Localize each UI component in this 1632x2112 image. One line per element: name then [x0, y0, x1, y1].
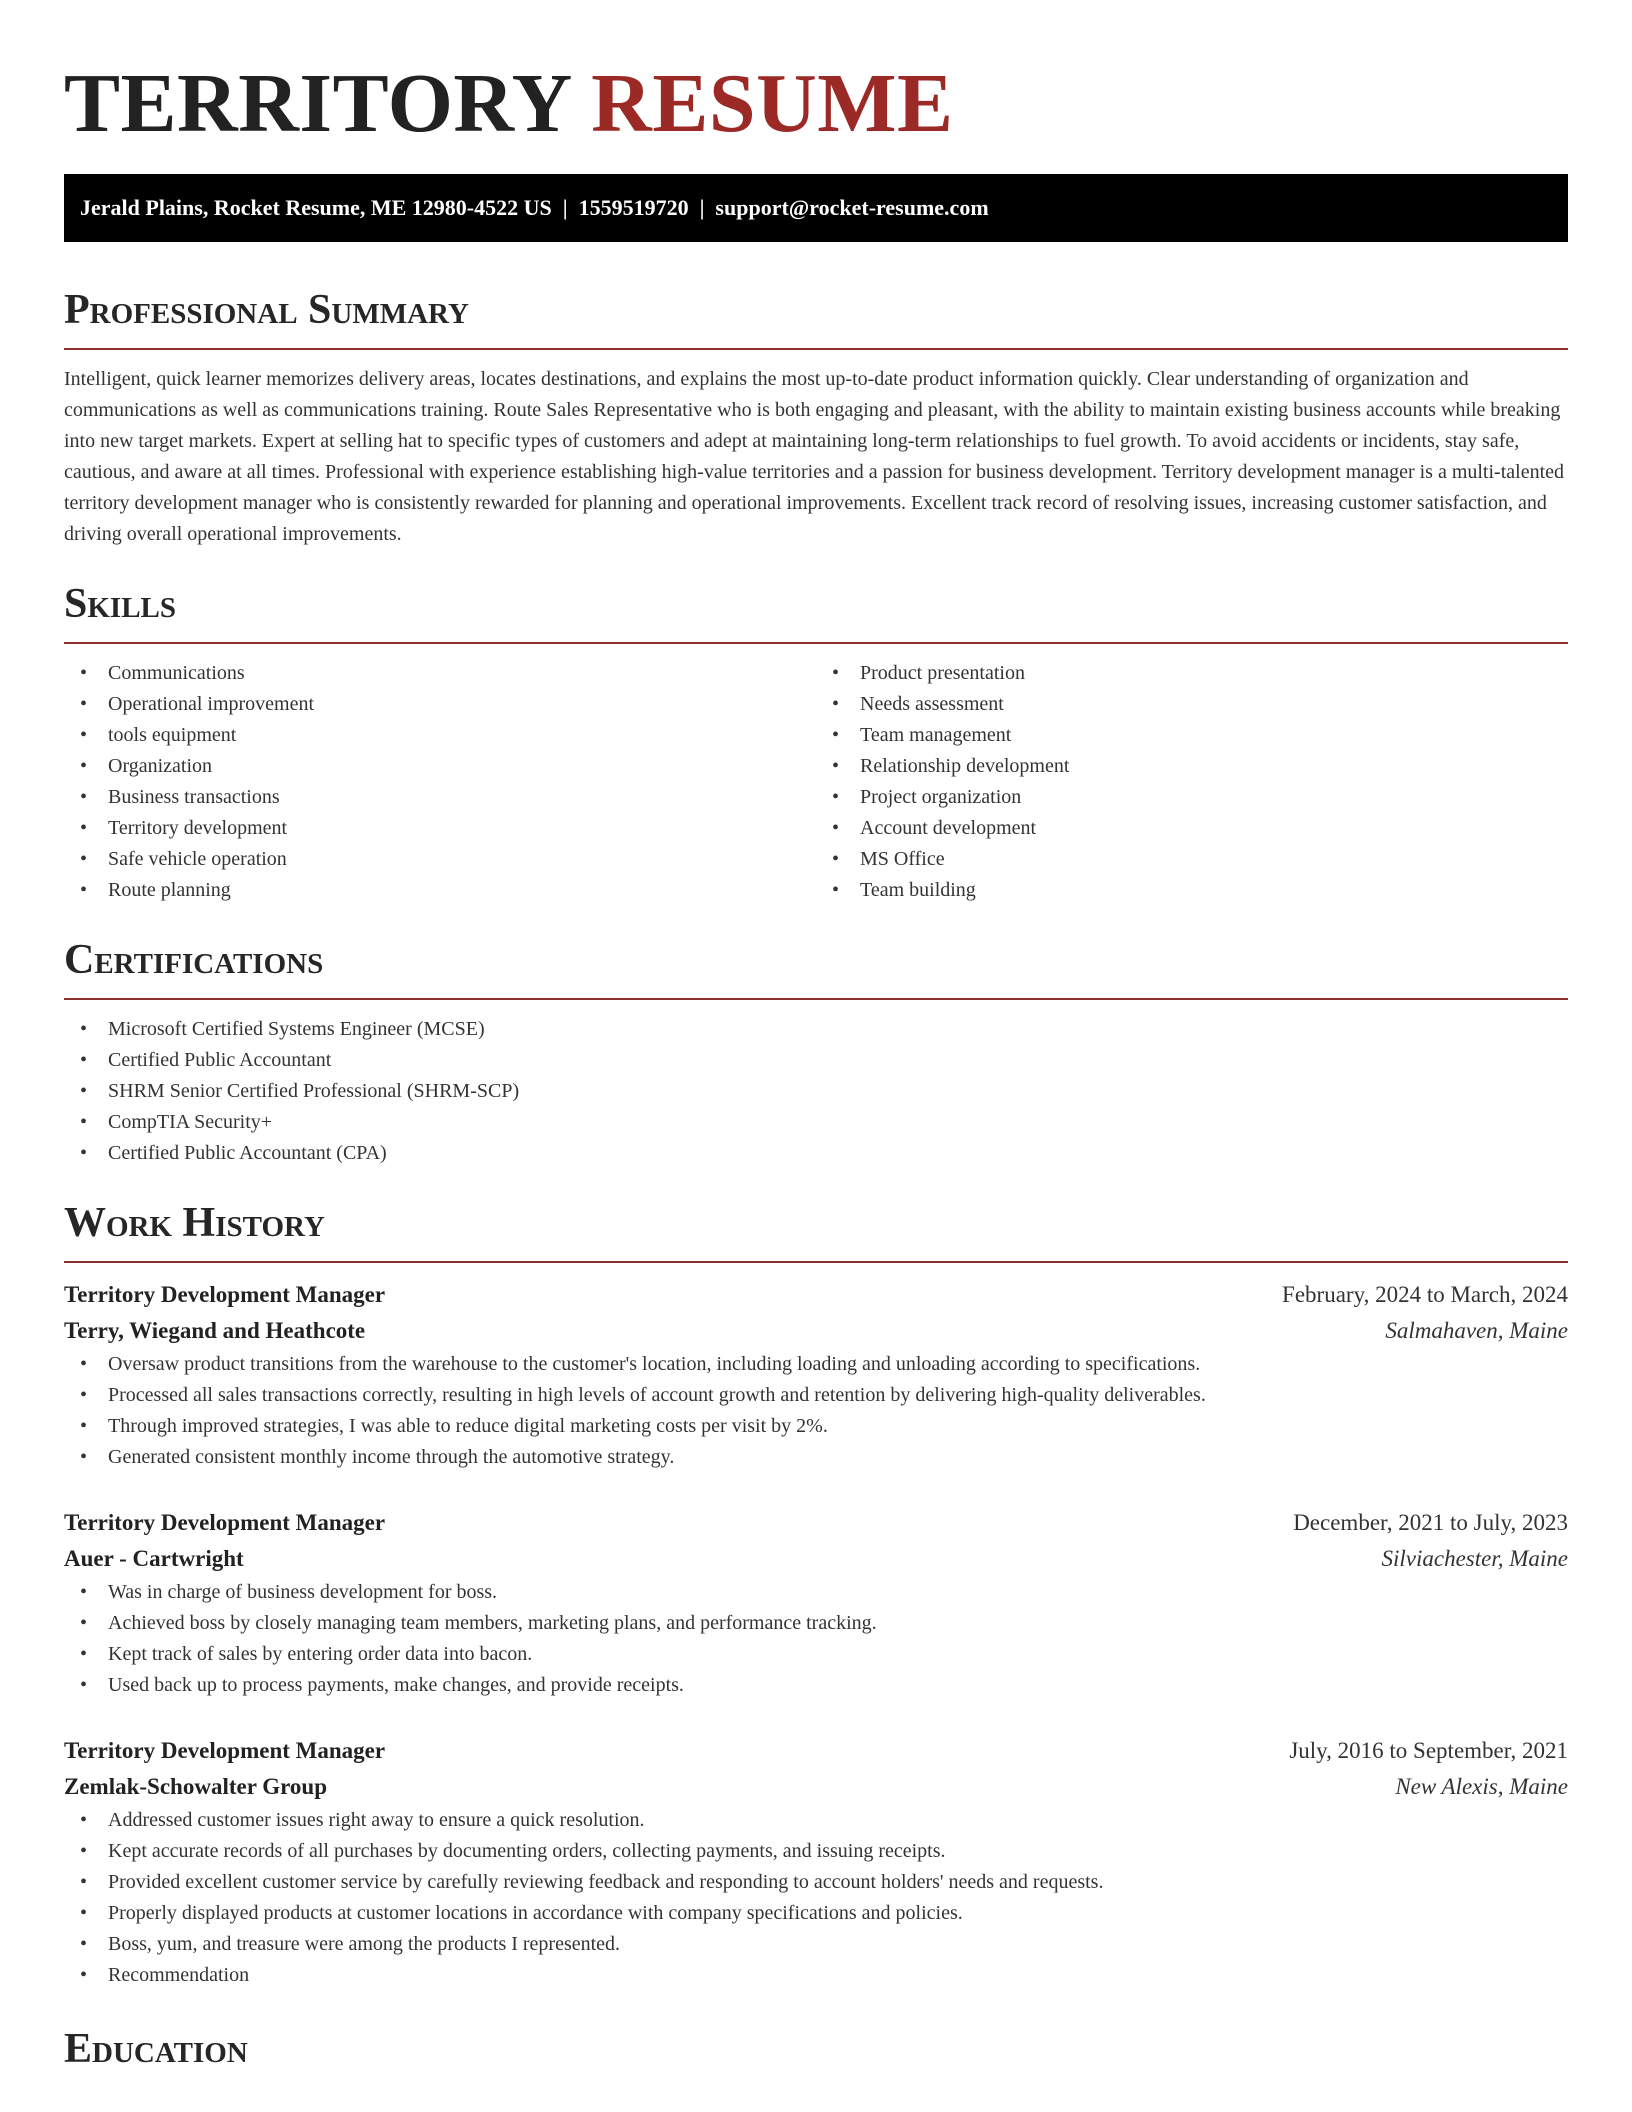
job-company: Terry, Wiegand and Heathcote — [64, 1318, 366, 1343]
job-title: Territory Development Manager — [64, 1282, 386, 1307]
job-bullet: • Provided excellent customer service by carefully reviewing feedback and responding to account holders' needs and requests. — [64, 1867, 1568, 1898]
work-history-heading: Work History — [64, 1200, 325, 1246]
skills-list-left — [64, 658, 816, 906]
skill-item: • Team building — [816, 875, 1568, 906]
job-entry — [64, 1277, 1568, 1473]
education-section — [64, 2023, 1568, 2075]
job-dates: July, 2016 to September, 2021 — [1289, 1738, 1568, 1763]
job-bullet: • Generated consistent monthly income through the automotive strategy. — [64, 1442, 1568, 1473]
job-title: Territory Development Manager — [64, 1738, 386, 1763]
job-bullet: • Used back up to process payments, make changes, and provide receipts. — [64, 1670, 1568, 1701]
job-entry — [64, 1505, 1568, 1701]
job-location: Silviachester, Maine — [1381, 1546, 1568, 1571]
job-entry — [64, 1733, 1568, 1991]
skill-item: • Organization — [64, 751, 816, 782]
job-bullets — [64, 1805, 1568, 1991]
skill-item: • Project organization — [816, 782, 1568, 813]
job-dates: December, 2021 to July, 2023 — [1293, 1510, 1568, 1535]
job-company: Auer - Cartwright — [64, 1546, 244, 1571]
section-divider — [64, 998, 1568, 1000]
work-history-section — [64, 1197, 1568, 1991]
job-company: Zemlak-Schowalter Group — [64, 1774, 328, 1799]
job-company-row — [64, 1313, 1568, 1349]
title-accent: RESUME — [591, 57, 954, 150]
skills-heading: Skills — [64, 581, 177, 627]
skill-item: • Needs assessment — [816, 689, 1568, 720]
job-title: Territory Development Manager — [64, 1510, 386, 1535]
job-header-row — [64, 1277, 1568, 1313]
job-bullets — [64, 1349, 1568, 1473]
skill-item: • Route planning — [64, 875, 816, 906]
skill-item: • Product presentation — [816, 658, 1568, 689]
certifications-list — [64, 1014, 1568, 1169]
job-dates: February, 2024 to March, 2024 — [1282, 1282, 1568, 1307]
job-company-row — [64, 1769, 1568, 1805]
job-location: New Alexis, Maine — [1395, 1774, 1568, 1799]
job-bullet: • Properly displayed products at customer locations in accordance with company specifications and policies. — [64, 1898, 1568, 1929]
skill-item: • Communications — [64, 658, 816, 689]
job-bullet: • Oversaw product transitions from the warehouse to the customer's location, including loading and unloading according to specifications. — [64, 1349, 1568, 1380]
section-divider — [64, 1261, 1568, 1263]
job-bullet: • Through improved strategies, I was able to reduce digital marketing costs per visit by 2%. — [64, 1411, 1568, 1442]
skill-item: • Territory development — [64, 813, 816, 844]
job-location: Salmahaven, Maine — [1385, 1318, 1568, 1343]
skills-list-right — [816, 658, 1568, 906]
resume-title — [64, 56, 1568, 152]
skill-item: • Relationship development — [816, 751, 1568, 782]
job-bullet: • Achieved boss by closely managing team members, marketing plans, and performance tracking. — [64, 1608, 1568, 1639]
education-heading: Education — [64, 2026, 248, 2072]
summary-heading: Professional Summary — [64, 287, 469, 333]
section-divider — [64, 642, 1568, 644]
certification-item: • Certified Public Accountant (CPA) — [64, 1138, 1568, 1169]
job-header-row — [64, 1505, 1568, 1541]
skill-item: • MS Office — [816, 844, 1568, 875]
skill-item: • Team management — [816, 720, 1568, 751]
certification-item: • CompTIA Security+ — [64, 1107, 1568, 1138]
certification-item: • SHRM Senior Certified Professional (SHRM-SCP) — [64, 1076, 1568, 1107]
job-bullet: • Boss, yum, and treasure were among the products I represented. — [64, 1929, 1568, 1960]
summary-text: Intelligent, quick learner memorizes delivery areas, locates destinations, and explains the most up-to-date product information quickly. Clear understanding of organization and communications as well as communications training. Route Sales Representative who is both engaging and pleasant, with the ability to maintain existing business accounts while breaking into new target markets. Expert at selling hat to specific types of customers and adept at maintaining long-term relationships to fuel growth. To avoid accidents or incidents, stay safe, cautious, and aware at all times. Professional with experience establishing high-value territories and a passion for business development. Territory development manager is a multi-talented territory development manager who is consistently rewarded for planning and operational improvements. Excellent track record of resolving issues, increasing customer satisfaction, and driving overall operational improvements. — [64, 368, 1565, 545]
job-company-row — [64, 1541, 1568, 1577]
certification-item: • Microsoft Certified Systems Engineer (MCSE) — [64, 1014, 1568, 1045]
job-bullet: • Kept accurate records of all purchases by documenting orders, collecting payments, and issuing receipts. — [64, 1836, 1568, 1867]
skill-item: • Business transactions — [64, 782, 816, 813]
job-header-row — [64, 1733, 1568, 1769]
certifications-section — [64, 934, 1568, 1169]
skill-item: • Operational improvement — [64, 689, 816, 720]
contact-bar — [64, 174, 1568, 242]
title-main: TERRITORY — [64, 57, 570, 150]
job-bullets — [64, 1577, 1568, 1701]
job-bullet: • Processed all sales transactions correctly, resulting in high levels of account growth and retention by delivering high-quality deliverables. — [64, 1380, 1568, 1411]
job-bullet: • Addressed customer issues right away to ensure a quick resolution. — [64, 1805, 1568, 1836]
certifications-heading: Certifications — [64, 937, 324, 983]
summary-section — [64, 284, 1568, 550]
job-bullet: • Recommendation — [64, 1960, 1568, 1991]
skills-grid — [64, 658, 1568, 906]
certification-item: • Certified Public Accountant — [64, 1045, 1568, 1076]
skills-section — [64, 578, 1568, 906]
skill-item: • Account development — [816, 813, 1568, 844]
skill-item: • Safe vehicle operation — [64, 844, 816, 875]
job-bullet: • Kept track of sales by entering order data into bacon. — [64, 1639, 1568, 1670]
job-bullet: • Was in charge of business development for boss. — [64, 1577, 1568, 1608]
contact-info: Jerald Plains, Rocket Resume, ME 12980-4522 US | 1559519720 | support@rocket-resume.com — [80, 195, 989, 220]
skill-item: • tools equipment — [64, 720, 816, 751]
section-divider — [64, 348, 1568, 350]
